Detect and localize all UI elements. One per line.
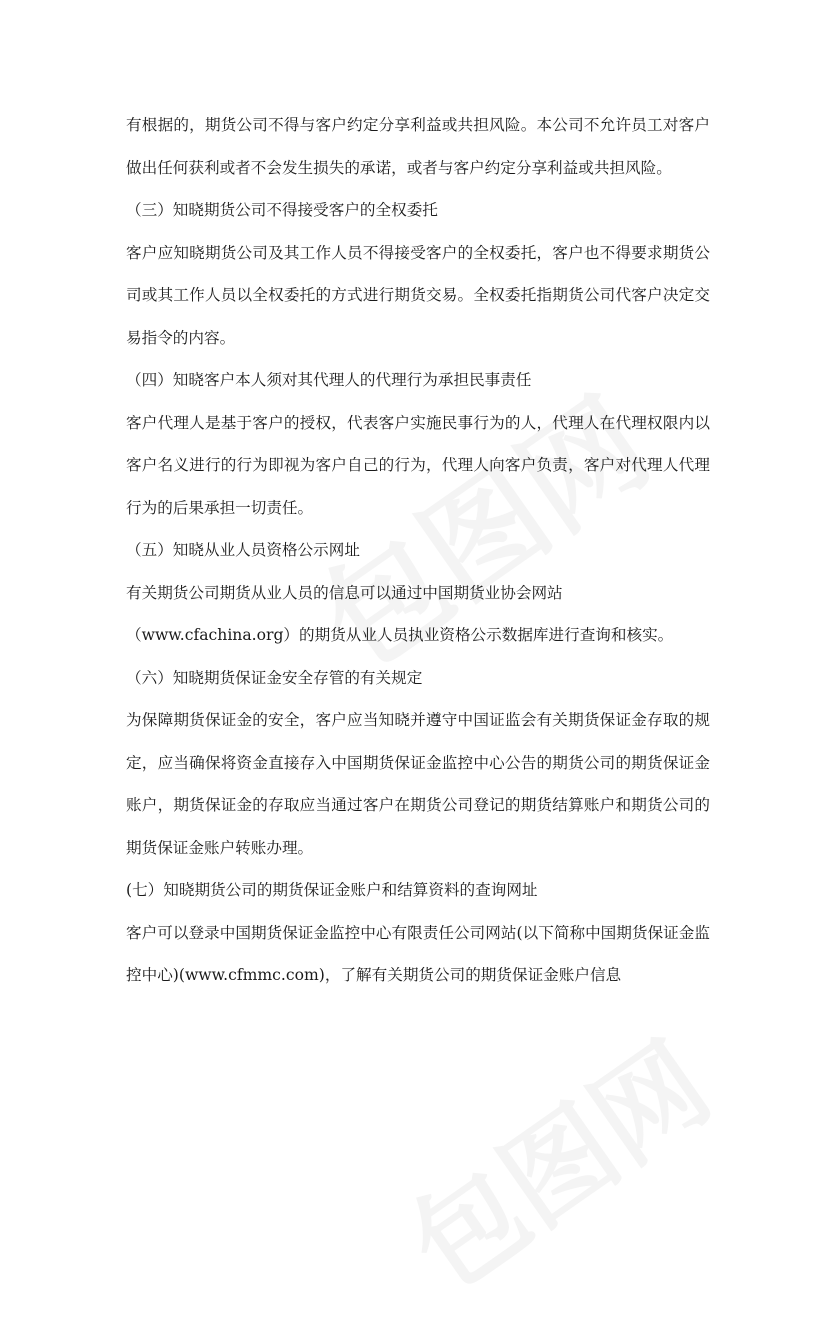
paragraph-cfmmc-query: 客户可以登录中国期货保证金监控中心有限责任公司网站(以下简称中国期货保证金监控中心)(www.cfmmc.com)，了解有关期货公司的期货保证金账户信息 — [126, 923, 710, 984]
watermark — [375, 1000, 736, 1318]
paragraph-discretionary-trading: 客户应知晓期货公司及其工作人员不得接受客户的全权委托，客户也不得要求期货公司或其工作人员以全权委托的方式进行期货交易。全权委托指期货公司代客户决定交易指令的内容。 — [126, 243, 710, 347]
paragraph-profit-sharing: 有根据的，期货公司不得与客户约定分享利益或共担风险。本公司不允许员工对客户做出任何获利或者不会发生损失的承诺，或者与客户约定分享利益或共担风险。 — [126, 116, 710, 177]
paragraph-agent-liability: 客户代理人是基于客户的授权，代表客户实施民事行为的人，代理人在代理权限内以客户名义进行的行为即视为客户自己的行为，代理人向客户负责，客户对代理人代理行为的后果承担一切责任。 — [126, 413, 710, 517]
section-heading-6: （六）知晓期货保证金安全存管的有关规定 — [126, 668, 423, 687]
paragraph-practitioner-info: 有关期货公司期货从业人员的信息可以通过中国期货业协会网站 — [126, 583, 563, 602]
paragraph-margin-deposit-rules: 为保障期货保证金的安全，客户应当知晓并遵守中国证监会有关期货保证金存取的规定，应当确保将资金直接存入中国期货保证金监控中心公告的期货公司的期货保证金账户，期货保证金的存取应当通过客户在期货公司登记的期货结算账户和期货公司的期货保证金账户转账办理。 — [126, 711, 710, 857]
document-body — [126, 104, 710, 997]
section-heading-7: (七）知晓期货公司的期货保证金账户和结算资料的查询网址 — [126, 881, 538, 899]
paragraph-cfachina-url: （www.cfachina.org）的期货从业人员执业资格公示数据库进行查询和核实。 — [126, 626, 674, 644]
section-heading-5: （五）知晓从业人员资格公示网址 — [126, 541, 360, 559]
section-heading-3: （三）知晓期货公司不得接受客户的全权委托 — [126, 201, 438, 219]
section-heading-4: （四）知晓客户本人须对其代理人的代理行为承担民事责任 — [126, 371, 532, 389]
